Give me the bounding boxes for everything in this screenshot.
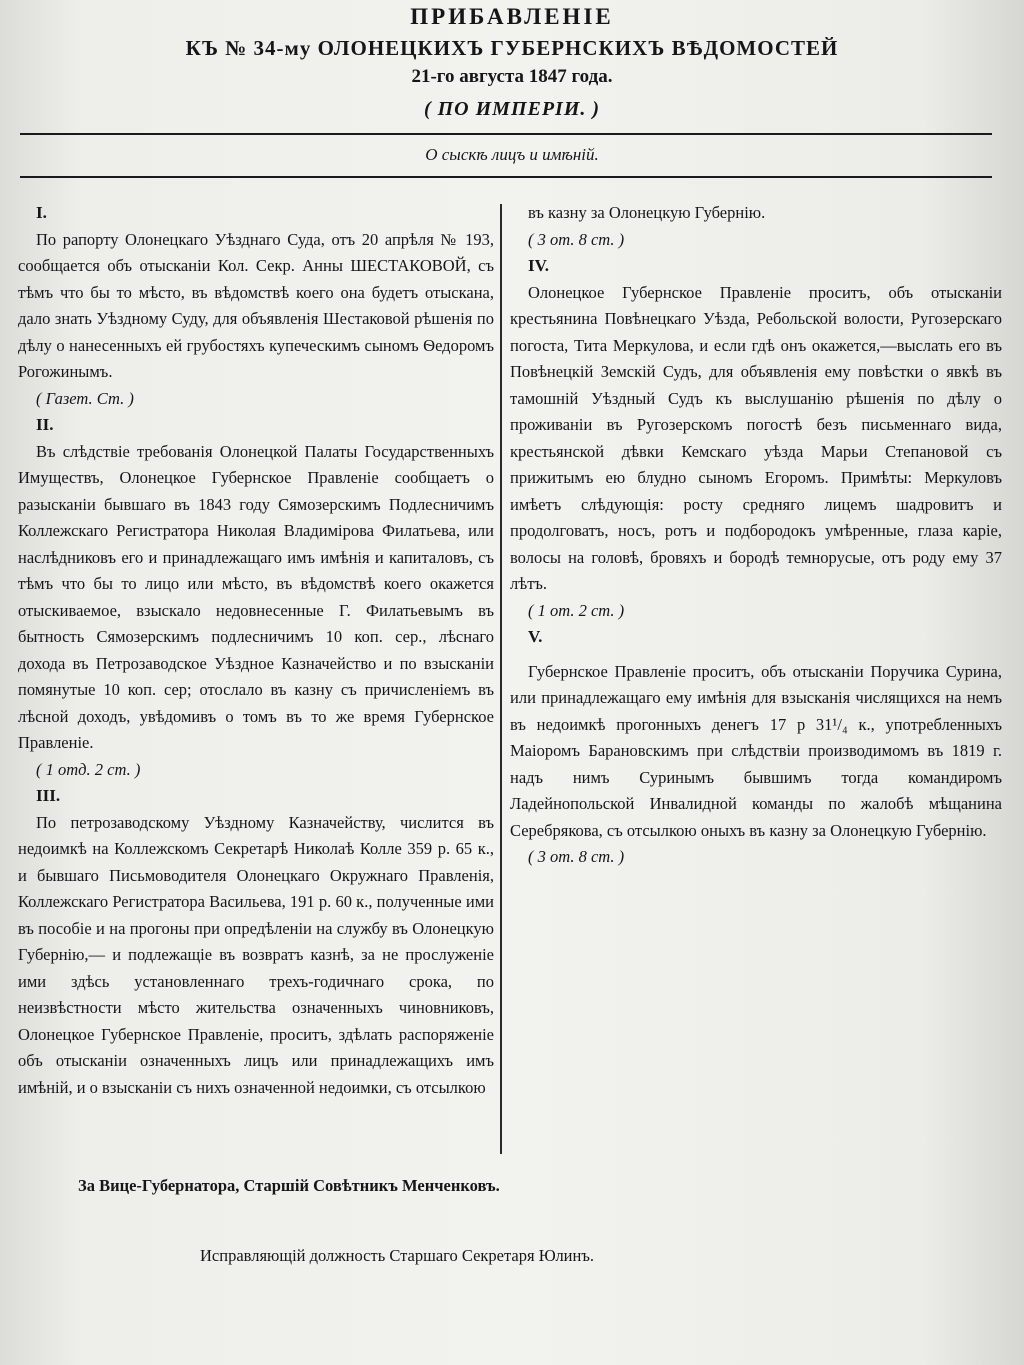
article-3-citation: ( 3 от. 8 ст. ) [528,229,625,249]
gazette-title: КЪ № 34-му ОЛОНЕЦКИХЪ ГУБЕРНСКИХЪ ВѢДОМОСТЕЙ [185,36,839,60]
article-5-numeral: V. [528,627,543,646]
header-rule-top [20,133,992,135]
article-3-numeral: III. [36,786,61,805]
left-column [18,200,494,1101]
article-1-numeral: I. [36,203,47,222]
right-column [510,200,1002,871]
article-4-numeral: IV. [528,256,549,275]
secretary-signature: Исправляющій должность Старшаго Секретаря Юлинъ. [200,1246,594,1265]
article-4-text: Олонецкое Губернское Правленіе проситъ, объ отысканіи крестьянина Повѣнецкаго Уѣзда, Ребольской волости, Ругозерскаго погоста, Тита Меркулова, и если гдѣ онъ окажется,—выслать его въ Повѣнецкій Земскій Судъ, для объявленія ему повѣстки о явкѣ въ тамошній Уѣздный Судъ къ выслушанію рѣшенія по дѣлу о проживаніи въ Ругозерскомъ погостѣ безъ письменнаго вида, крестьянской дѣвки Кемскаго уѣзда Марьи Степановой съ прижитымъ ею блудно сыномъ Егоромъ. Примѣты: Меркуловъ имѣетъ слѣдующія: росту средняго лицемъ шадровитъ и продолговатъ, носъ, ротъ и подбородокъ умѣренные, глаза каріе, волосы на головѣ, бровяхъ и бородѣ темнорусые, отъ роду ему 37 лѣтъ. [510,282,1002,593]
article-1-citation: ( Газет. Ст. ) [36,388,134,408]
article-2-text: Въ слѣдствіе требованія Олонецкой Палаты Государственныхъ Имуществъ, Олонецкое Губернское Правленіе сообщаетъ о разысканіи бывшаго въ 1843 году Сямозерскимъ Подлесничимъ Коллежскаго Регистратора Николая Владимірова Филатьева, или наслѣдниковъ его и принадлежащаго имъ имѣнія и капиталовъ, съ тѣмъ что бы то лицо или мѣсто, въ вѣдомствѣ коего окажется отыскиваемое, взыскало недовнесенные Г. Филатьевымъ въ бытность Сямозерскимъ подлесничимъ 10 коп. сер., лѣснаго дохода въ Петрозаводское Уѣздное Казначейство и по взысканіи помянутые 10 коп. сер; отослало въ казну съ причисленіемъ въ лѣсной доходъ, увѣдомивъ о томъ въ то же время Губернское Правленіе. [18,441,494,752]
article-5-text: Губернское Правленіе проситъ, объ отысканіи Поручика Сурина, или принадлежащаго ему имѣнія для взысканія числящихся на немъ въ недоимкѣ прогонныхъ денегъ 17 р 31¹/₄ к., употребленныхъ Маіоромъ Барановскимъ при слѣдствіи производимомъ въ 1819 г. надъ нимъ Суринымъ бывшимъ тогда командиромъ Ладейнопольской Инвалидной команды по жалобѣ мѣщанина Серебрякова, съ отсылкою оныхъ въ казну за Олонецкую Губернію. [510,661,1002,840]
vice-governor-signature: За Вице-Губернатора, Старшій Совѣтникъ Менченковъ. [78,1176,500,1195]
header-rule-bottom [20,176,992,178]
issue-date: 21-го августа 1847 года. [411,66,613,87]
column-divider [500,204,502,1154]
article-2-citation: ( 1 отд. 2 ст. ) [36,759,141,779]
article-3-continuation: въ казну за Олонецкую Губернію. [528,203,766,222]
article-2-numeral: II. [36,415,54,434]
edition-label: ( ПО ИМПЕРІИ. ) [423,98,601,120]
supplement-title: ПРИБАВЛЕНІЕ [410,4,614,29]
article-5-citation: ( 3 от. 8 ст. ) [528,847,625,866]
section-title: О сыскѣ лицъ и имѣній. [425,145,599,164]
article-3-text: По петрозаводскому Уѣздному Казначейству, числится въ недоимкѣ на Коллежскомъ Секретарѣ Николаѣ Колле 359 р. 65 к., и бывшаго Письмоводителя Олонецкаго Окружнаго Правленія, Коллежскаго Регистратора Васильева, 191 р. 60 к., полученные ими въ пособіе и на прогоны при опредѣленіи на службу въ Олонецкую Губернію,— и подлежащіе въ возвратъ казнѣ, за не прослуженіе ими здѣсь установленнаго трехъ-годичнаго срока, по неизвѣстности мѣсто жительства означенныхъ чиновниковъ, Олонецкое Губернское Правленіе, проситъ, здѣлать распоряженіе объ отысканіи означенныхъ лицъ или принадлежащихъ имъ имѣній, и о взысканіи съ нихъ означенной недоимки, съ отсылкою [18,812,494,1097]
article-1-text: По рапорту Олонецкаго Уѣзднаго Суда, отъ 20 апрѣля № 193, сообщается объ отысканіи Кол. Секр. Анны ШЕСТАКОВОЙ, съ тѣмъ что бы то мѣсто, въ вѣдомствѣ коего она будетъ отыскана, дало знать Уѣздному Суду, для объявленія Шестаковой рѣшенія по дѣлу о нанесенныхъ ей грубостяхъ купеческимъ сыномъ Ѳедоромъ Рогожинымъ. [18,229,494,381]
article-4-citation: ( 1 от. 2 ст. ) [528,600,625,620]
